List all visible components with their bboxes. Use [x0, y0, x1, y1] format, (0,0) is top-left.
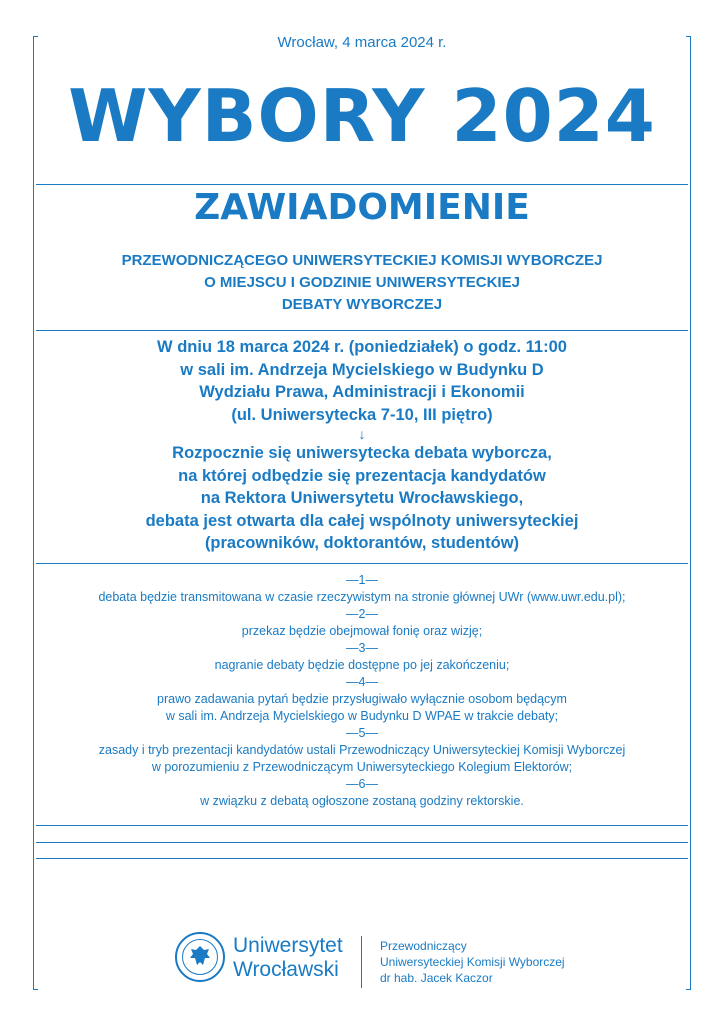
subheading-line: DEBATY WYBORCZEJ — [281, 296, 443, 313]
item-text: debata będzie transmitowana w czasie rzeczywistym na stronie głównej UWr (www.uwr.edu.pl); — [98, 590, 626, 604]
item-number: —2— — [346, 607, 378, 621]
divider — [36, 842, 688, 843]
chair-signature — [380, 938, 565, 986]
details-line: Rozpocznie się uniwersytecka debata wyborcza, — [172, 444, 552, 462]
item-text: w porozumieniu z Przewodniczącym Uniwersyteckiego Kolegium Elektorów; — [151, 760, 573, 774]
item-number: —1— — [346, 573, 378, 587]
item-text: nagranie debaty będzie dostępne po jej zakończeniu; — [214, 658, 510, 672]
subheading-line: O MIEJSCU I GODZINIE UNIWERSYTECKIEJ — [204, 274, 520, 291]
item-text: przekaz będzie obejmował fonię oraz wizję; — [241, 624, 483, 638]
frame-right — [686, 36, 691, 990]
frame-left — [33, 36, 38, 990]
page-title: WYBORY 2024 — [68, 74, 656, 158]
details-line: w sali im. Andrzeja Mycielskiego w Budynku D — [180, 360, 544, 379]
details-line: debata jest otwarta dla całej wspólnoty uniwersyteckiej — [145, 511, 579, 530]
chair-line: Przewodniczący — [380, 939, 467, 953]
chair-line: Uniwersyteckiej Komisji Wyborczej — [380, 955, 565, 969]
document-date: Wrocław, 4 marca 2024 r. — [277, 34, 447, 51]
item-text: prawo zadawania pytań będzie przysługiwało wyłącznie osobom będącym — [157, 692, 567, 706]
details-line: na której odbędzie się prezentacja kandydatów — [178, 466, 546, 485]
item-number: —3— — [346, 641, 378, 655]
details-line: W dniu 18 marca 2024 r. (poniedziałek) o godz. 11:00 — [157, 338, 567, 356]
item-text: zasady i tryb prezentacji kandydatów ustali Przewodniczący Uniwersyteckiej Komisji Wyborczej — [98, 743, 626, 757]
divider — [36, 858, 688, 859]
notice-subheading — [40, 250, 684, 316]
notice-heading: ZAWIADOMIENIE — [194, 187, 530, 228]
item-text: w związku z debatą ogłoszone zostaną godziny rektorskie. — [200, 794, 524, 808]
rules-list — [40, 572, 684, 810]
arrow-down-icon: ↓ — [358, 426, 366, 442]
footer-separator — [361, 936, 362, 988]
subheading-line: PRZEWODNICZĄCEGO UNIWERSYTECKIEJ KOMISJI WYBORCZEJ — [121, 252, 603, 269]
divider — [36, 330, 688, 331]
item-number: —6— — [346, 777, 378, 791]
details-line: (ul. Uniwersytecka 7-10, III piętro) — [231, 405, 493, 424]
item-number: —5— — [346, 726, 378, 740]
eagle-icon — [183, 940, 217, 974]
details-line: na Rektora Uniwersytetu Wrocławskiego, — [200, 489, 524, 507]
logo-line: Uniwersytet — [233, 934, 343, 957]
item-text: w sali im. Andrzeja Mycielskiego w Budynku D WPAE w trakcie debaty; — [165, 709, 559, 723]
event-details — [40, 336, 684, 555]
divider — [36, 825, 688, 826]
logo-line: Wrocławski — [233, 958, 339, 981]
seal-inner-ring — [182, 939, 218, 975]
university-logo-text — [233, 934, 343, 982]
details-line: (pracowników, doktorantów, studentów) — [204, 534, 520, 552]
details-line: Wydziału Prawa, Administracji i Ekonomii — [199, 383, 525, 401]
item-number: —4— — [346, 675, 378, 689]
divider — [36, 563, 688, 564]
university-seal-icon — [175, 932, 225, 982]
chair-line: dr hab. Jacek Kaczor — [380, 971, 493, 985]
